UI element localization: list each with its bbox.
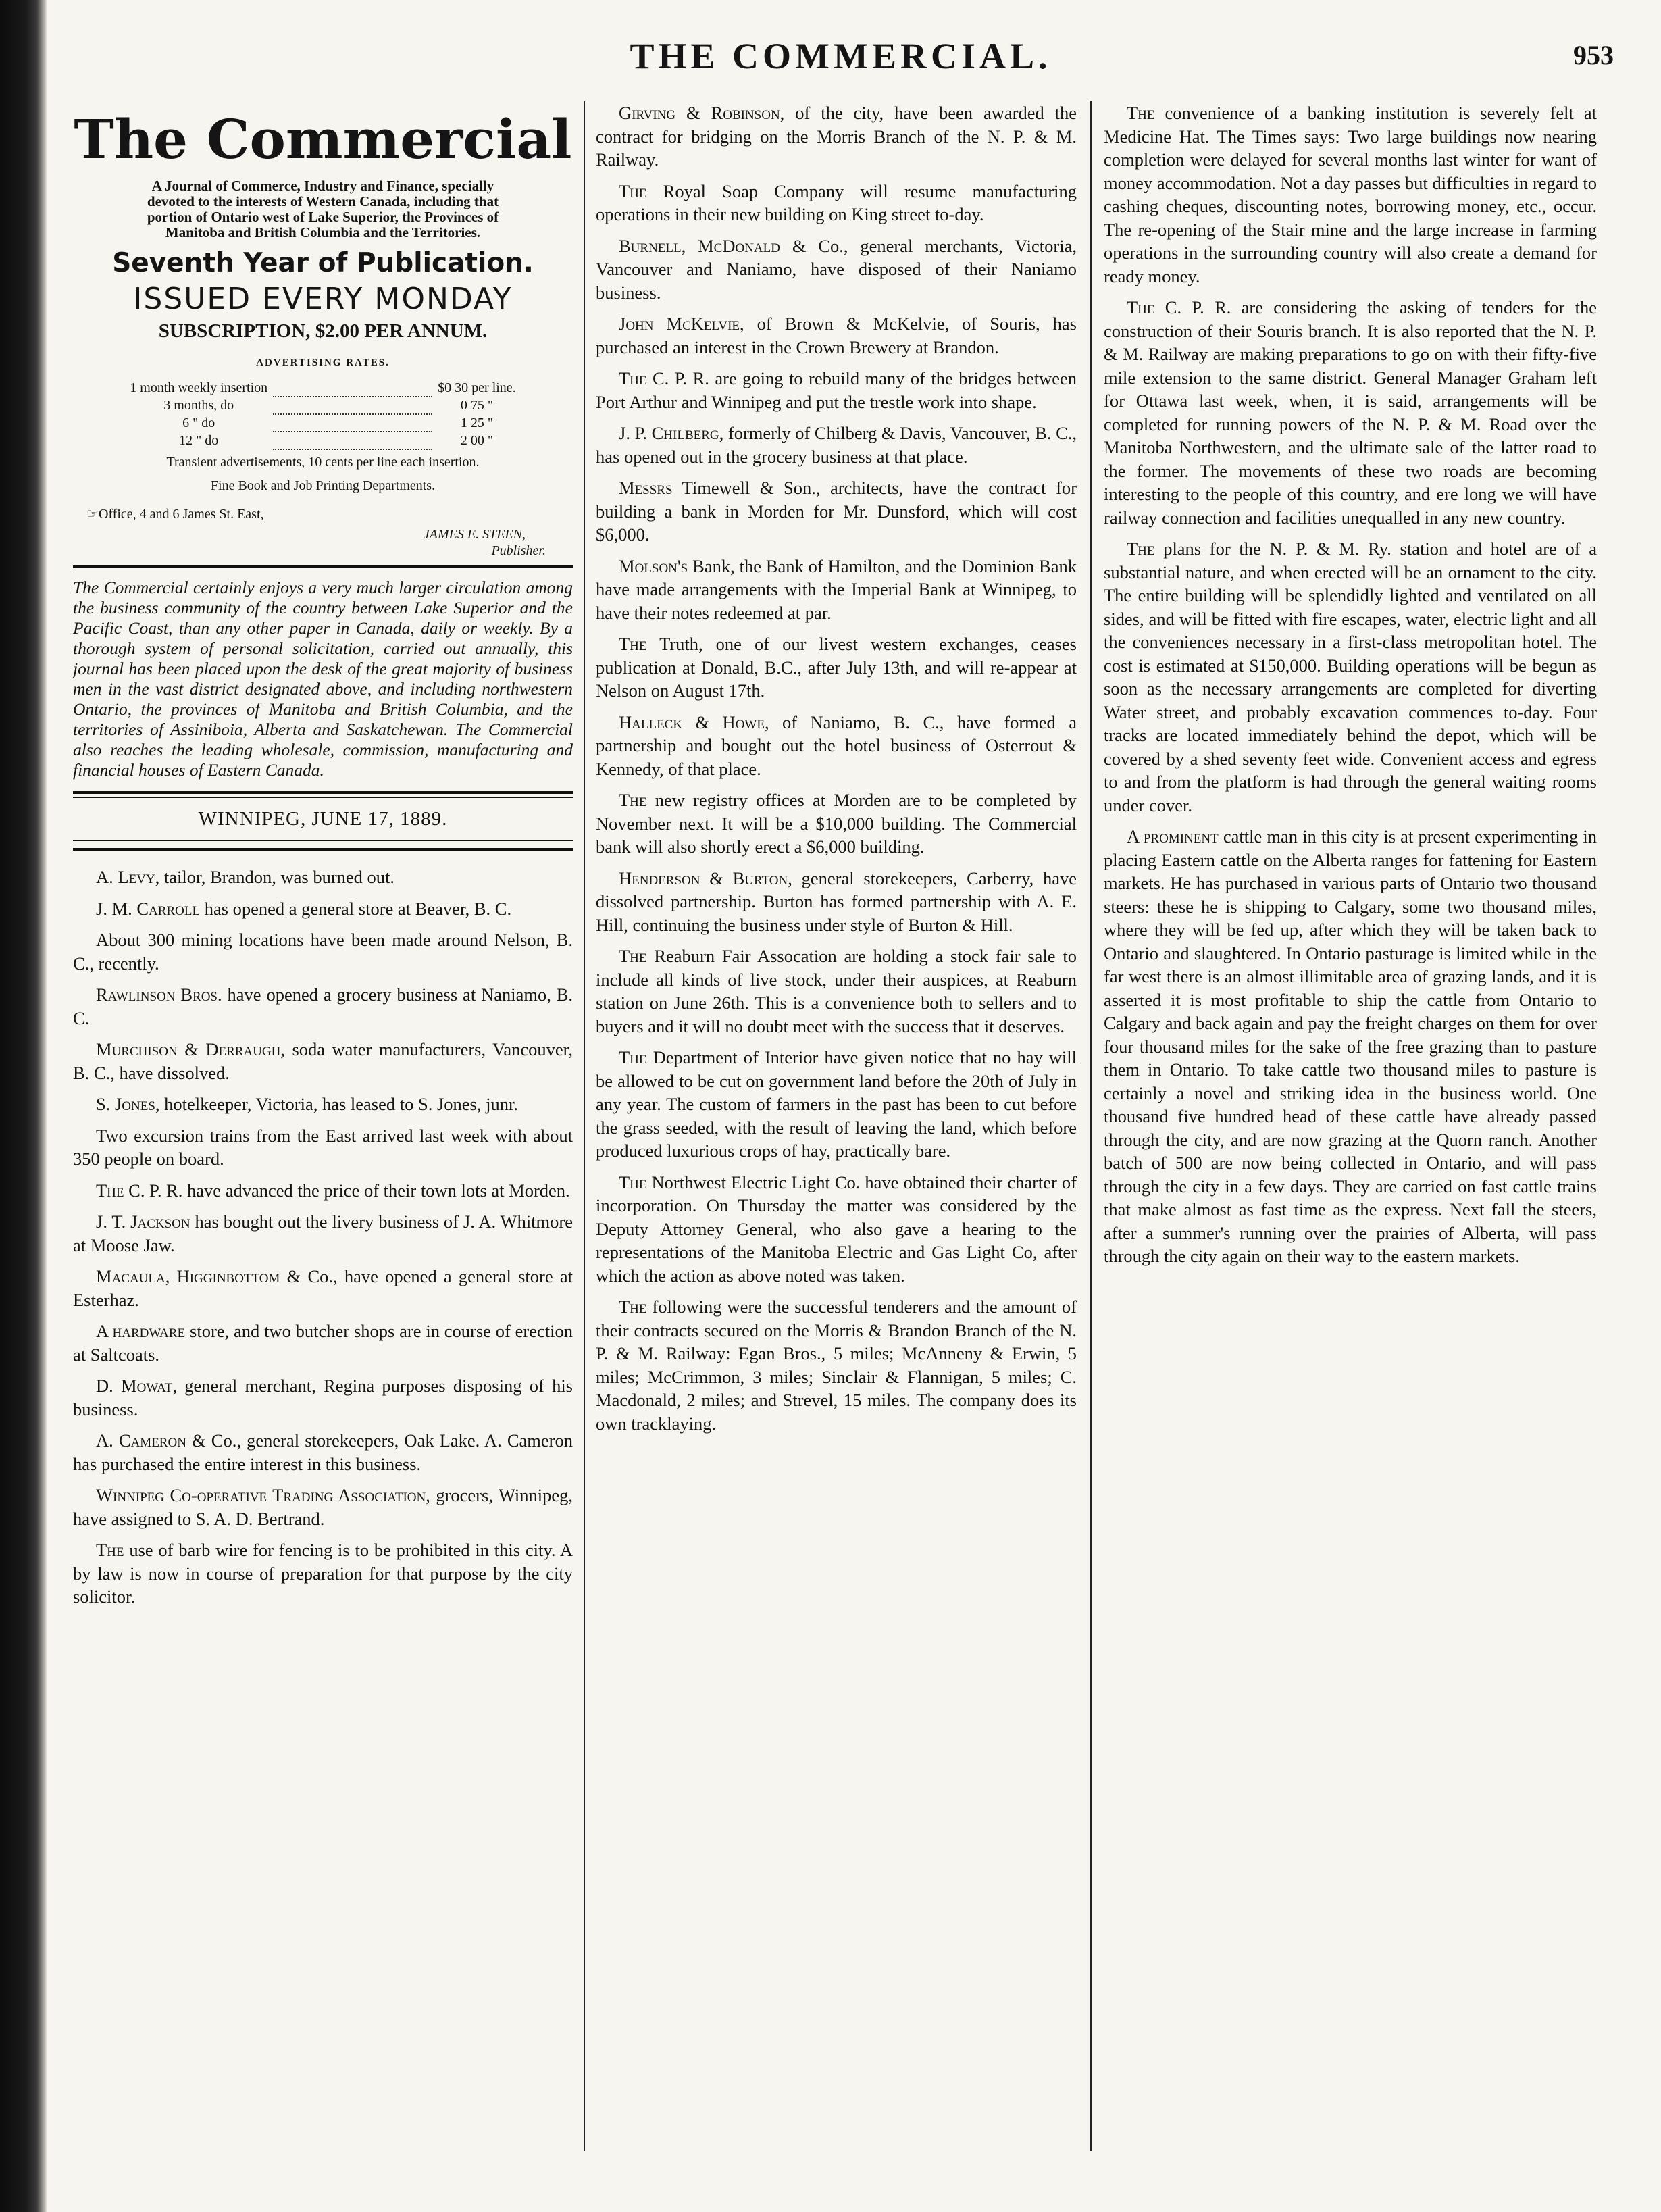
dateline: WINNIPEG, JUNE 17, 1889.	[198, 807, 448, 830]
news-item-text: About 300 mining locations have been made around Nelson, B. C., recently.	[73, 930, 573, 974]
news-item	[596, 101, 1077, 172]
column-divider	[1090, 101, 1092, 2151]
news-item-lead: Rawlinson Bros.	[96, 984, 222, 1005]
news-item	[596, 422, 1077, 468]
news-item-text: cattle man in this city is at present experimenting in placing Eastern cattle on the Alberta ranges for fattening for Eastern markets. He has purchased in various parts of Ontario two thousand steers: these he is shipping to Calgary, some two thousand miles, where they will be fed up, after which they will be taken back to Ontario and slaughtered. In Ontario pasturage is limited while in the far west there is an almost illimitable area of grazing lands, and it is asserted it is most profitable to ship the cattle from Ontario to Calgary and back again and pay the freight charges on them for over four thousand miles for the sake of the free grazing than to pasture them in Ontario. To take cattle two thousand miles to pasture is certainly a novel and striking idea in the business world. One thousand five hundred head of these cattle have already passed through the city, and are now grazing at the Quorn ranch. Another batch of 500 are now being collected in Ontario, and will pass through the city in a few days. They are carried on fast cattle trains that make almost as fast time as the express. Next fall the steers, after a summer's running over the prairies of Alberta, will pass through the city again on their way to the eastern markets.	[1104, 826, 1597, 1266]
news-item-lead: The	[1127, 297, 1155, 318]
news-item-text: Northwest Electric Light Co. have obtained their charter of incorporation. On Thursday the matter was considered by the Deputy Attorney General, who also gave a hearing to the representations of the Manitoba Electric and Gas Light Co, after which the action as above noted was taken.	[596, 1172, 1077, 1286]
rule	[73, 797, 573, 798]
news-item-text: grocers, Winnipeg, have assigned to S. A. D. Bertrand.	[73, 1485, 573, 1529]
news-item-text: of Naniamo, B. C., have formed a partnership and bought out the hotel business of Osterrout & Kennedy, of that place.	[596, 711, 1077, 779]
news-item	[596, 555, 1077, 625]
rate-price: 0 75 "	[460, 397, 493, 413]
column-divider	[584, 101, 585, 2151]
news-item-text: Timewell & Son., architects, have the contract for building a bank in Morden for Mr. Dunsford, which will cost $6,000.	[596, 478, 1077, 545]
rate-row	[124, 397, 521, 414]
news-item-text: plans for the N. P. & M. Ry. station and hotel are of a substantial nature, and when erected will be an ornament to the city. The entire building will be splendidly lighted and ventilated on all sides, and will be fitted with fire escapes, water, electric light and all the conveniences necessary in a first-class metropolitan hotel. The cost is estimated at $150,000. Building operations will be begun as soon as the necessary arrangements are completed for diverting Water street, and probably excavation commences to-day. Four tracks are located immediately behind the depot, which will be covered by a shed seventy feet wide. Convenient access and egress to and from the platform is had through the general waiting rooms under cover.	[1104, 538, 1597, 815]
news-item	[73, 1092, 573, 1116]
column-2	[596, 101, 1077, 2185]
news-item	[73, 1429, 573, 1476]
news-item	[73, 928, 573, 975]
publication-year: Seventh Year of Publication.	[112, 248, 534, 278]
news-item-lead: Murchison & Derraugh,	[96, 1039, 285, 1059]
rate-row	[124, 379, 521, 397]
news-item-text: use of barb wire for fencing is to be prohibited in this city. A by law is now in course of preparation for that purpose by the city solicitor.	[73, 1540, 573, 1607]
news-item	[1104, 296, 1597, 529]
news-item	[73, 1538, 573, 1609]
news-item-lead: Henderson & Burton,	[619, 868, 792, 888]
news-item-lead: The	[619, 946, 647, 966]
rate-row	[124, 414, 521, 432]
news-item	[73, 1124, 573, 1171]
news-item	[596, 367, 1077, 413]
news-item-text: C. P. R. are considering the asking of tenders for the construction of their Souris branch. It is also reported that the N. P. & M. Railway are making preparations to go on with their fifty-five mile extension to the same district. General Manager Graham left for Ottawa last week, when, it is said, arrangements will be completed for running powers of the N. P. & M. Road over the Manitoba Northwestern, and the ultimate sale of the latter road to the former. The movements of these two roads are becoming interesting to the people of this country, and ere long we will have railway connection and facilities unequalled in any new country.	[1104, 297, 1597, 528]
rate-price: 1 25 "	[460, 415, 493, 430]
masthead-title: The Commercial	[74, 107, 572, 171]
news-item	[596, 867, 1077, 937]
news-item-lead: A. Cameron	[96, 1430, 186, 1451]
news-item	[73, 1374, 573, 1421]
news-item-text: has opened a general store at Beaver, B. C.	[204, 898, 512, 919]
news-item-lead: The	[1127, 103, 1155, 123]
news-item-text: following were the successful tenderers and the amount of their contracts secured on the Morris & Brandon Branch of the N. P. & M. Railway: Egan Bros., 5 miles; McAnneny & Erwin, 5 miles; McCrimmon, 3 miles; Sinclair & Flannigan, 5 miles; C. Macdonald, 2 miles; and Strevel, 15 miles. The company does its own tracklaying.	[596, 1297, 1077, 1434]
news-item-lead: John McKelvie,	[619, 313, 744, 334]
page-header	[68, 35, 1614, 82]
news-item-lead: S. Jones,	[96, 1094, 160, 1114]
column-1-items	[73, 865, 573, 1609]
news-item-lead: The	[96, 1540, 124, 1560]
news-item-lead: J. P. Chilberg,	[619, 423, 724, 443]
news-item-text: soda water manufacturers, Vancouver, B. C., have dissolved.	[73, 1039, 573, 1083]
news-item	[73, 1210, 573, 1257]
rates-table	[124, 379, 521, 450]
rate-price: 2 00 "	[460, 432, 493, 448]
rates-title: ADVERTISING RATES.	[256, 357, 390, 368]
news-item-lead: D. Mowat,	[96, 1376, 177, 1396]
news-item-text: Two excursion trains from the East arrived last week with about 350 people on board.	[73, 1125, 573, 1169]
news-item-lead: Macaula, Higginbottom	[96, 1266, 280, 1286]
rate-term: 6 " do	[182, 415, 215, 430]
news-item	[596, 312, 1077, 359]
publisher	[73, 526, 546, 559]
news-item-lead: The C. P. R.	[96, 1180, 183, 1201]
issued-line: ISSUED EVERY MONDAY	[133, 282, 513, 316]
news-item-lead: J. M. Carroll	[96, 898, 201, 919]
news-item	[596, 476, 1077, 547]
news-item-lead: The	[619, 1172, 647, 1192]
news-item-text: & Co., general storekeepers, Oak Lake. A. Cameron has purchased the entire interest in this business.	[73, 1430, 573, 1474]
rate-term: 1 month weekly insertion	[130, 380, 268, 395]
news-item-lead: The	[619, 180, 647, 201]
rate-row	[124, 432, 521, 449]
news-item-lead: The	[619, 790, 647, 810]
news-item	[596, 1171, 1077, 1288]
news-item-text: C. P. R. are going to rebuild many of the bridges between Port Arthur and Winnipeg and put the trestle work into shape.	[596, 368, 1077, 412]
news-item-text: has bought out the livery business of J. A. Whitmore at Moose Jaw.	[73, 1211, 573, 1255]
news-item-lead: The	[619, 1297, 647, 1317]
subscription-line: SUBSCRIPTION, $2.00 PER ANNUM.	[158, 320, 488, 342]
news-item-lead: Molson's	[619, 555, 688, 576]
news-item-text: Royal Soap Company will resume manufacturing operations in their new building on King street to-day.	[596, 180, 1077, 224]
news-item-lead: The	[619, 368, 647, 388]
news-item-text: Department of Interior have given notice that no hay will be allowed to be cut on government land before the 20th of July in any year. The custom of farmers in the past has been to cut before the grass seeded, with the result of leaving the land, which before produced luxurious crops of hay, practically bare.	[596, 1047, 1077, 1161]
news-item-text: new registry offices at Morden are to be completed by November next. It will be a $10,000 building. The Commercial bank will also shortly erect a $6,000 building.	[596, 790, 1077, 857]
column-3-items	[1104, 101, 1597, 1268]
column-1	[73, 101, 573, 2185]
news-item-text: convenience of a banking institution is severely felt at Medicine Hat. The Times says: Two large buildings now nearing completion were delayed for several months last winter for want of money accommodation. Not a day passes but difficulties in regard to cashing cheques, discounting notes, borrowing money, etc., occur. The re-opening of the Stair mine and the large increase in farming operations in the surrounding country will also create a demand for ready money.	[1104, 103, 1597, 286]
rate-price: $0 30 per line.	[438, 380, 516, 395]
news-item-lead: J. T. Jackson	[96, 1211, 190, 1232]
news-item-text: of the city, have been awarded the contract for bridging on the Morris Branch of the N. P. & M. Railway.	[596, 103, 1077, 170]
news-item-lead: The	[619, 634, 647, 654]
news-item-lead: A. Levy,	[96, 867, 160, 887]
rate-term: 12 " do	[179, 432, 219, 448]
rule	[73, 565, 573, 568]
news-item	[1104, 537, 1597, 817]
news-item-text: hotelkeeper, Victoria, has leased to S. Jones, junr.	[164, 1094, 518, 1114]
news-item	[73, 1319, 573, 1366]
circulation-notice: The Commercial certainly enjoys a very much larger circulation among the business community of the country between Lake Superior and the Pacific Coast, than any other paper in Canada, daily or weekly. By a thorough system of personal solicitation, carried out annually, this journal has been placed upon the desk of the great majority of business men in the vast district designated above, and including northwestern Ontario, the provinces of Manitoba and British Columbia, and the territories of Assiniboia, Alberta and Saskatchewan. The Commercial also reaches the leading wholesale, commission, manufacturing and financial houses of Eastern Canada.	[73, 577, 573, 780]
news-item	[596, 945, 1077, 1038]
news-item-lead: Halleck & Howe,	[619, 711, 769, 732]
news-item-lead: Messrs	[619, 478, 673, 498]
news-item	[596, 632, 1077, 703]
column-3	[1104, 101, 1597, 2185]
news-item	[73, 897, 573, 921]
news-item-lead: A prominent	[1127, 826, 1219, 847]
masthead-description: A Journal of Commerce, Industry and Finance, specially devoted to the interests of Western Canada, including that portion of Ontario west of Lake Superior, the Provinces of Manitoba and British Columbia and the Territories.	[147, 178, 499, 241]
news-item-text: Truth, one of our livest western exchanges, ceases publication at Donald, B.C., after July 13th, and will re-appear at Nelson on August 17th.	[596, 634, 1077, 701]
news-item-text: formerly of Chilberg & Davis, Vancouver, B. C., has opened out in the grocery business at that place.	[596, 423, 1077, 467]
news-item-lead: Girving & Robinson,	[619, 103, 785, 123]
page-binding-edge	[0, 0, 47, 2212]
news-item-text: have opened a grocery business at Naniamo, B. C.	[73, 984, 573, 1028]
news-item	[596, 180, 1077, 226]
news-item	[596, 711, 1077, 781]
news-item	[73, 1484, 573, 1530]
news-item-lead: The	[619, 1047, 647, 1067]
news-item	[596, 788, 1077, 859]
news-item	[73, 1265, 573, 1311]
news-item-lead: Burnell, McDonald	[619, 235, 780, 256]
news-item	[73, 865, 573, 889]
news-item	[1104, 101, 1597, 288]
column-2-items	[596, 101, 1077, 1435]
news-item	[596, 234, 1077, 305]
news-item-text: general merchant, Regina purposes disposing of his business.	[73, 1376, 573, 1419]
pointing-hand-icon: ☞	[86, 507, 99, 522]
rule	[73, 840, 573, 841]
news-item-text: general storekeepers, Carberry, have dissolved partnership. Burton has formed partnership with A. E. Hill, continuing the business under style of Burton & Hill.	[596, 868, 1077, 935]
news-item-lead: Winnipeg Co-operative Trading Association,	[96, 1485, 430, 1505]
publisher-name: JAMES E. STEEN,	[423, 526, 526, 542]
news-item	[596, 1046, 1077, 1163]
rule	[73, 791, 573, 794]
transient-ads-note: Transient advertisements, 10 cents per line each insertion.	[166, 454, 480, 470]
page-number: 953	[1573, 40, 1614, 70]
news-item	[1104, 825, 1597, 1268]
news-item	[73, 983, 573, 1030]
news-item-text: Bank, the Bank of Hamilton, and the Dominion Bank have made arrangements with the Imperial Bank at Winnipeg, to have their notes redeemed at par.	[596, 555, 1077, 623]
news-item-text: store, and two butcher shops are in course of erection at Saltcoats.	[73, 1321, 573, 1365]
news-item-text: tailor, Brandon, was burned out.	[163, 867, 395, 887]
masthead	[73, 107, 573, 559]
news-item-lead: The	[1127, 538, 1155, 559]
running-title: THE COMMERCIAL.	[630, 36, 1052, 76]
news-item	[73, 1038, 573, 1084]
news-item	[596, 1295, 1077, 1435]
news-item-text: of Brown & McKelvie, of Souris, has purchased an interest in the Crown Brewery at Brandon.	[596, 313, 1077, 357]
news-item	[73, 1179, 573, 1203]
printing-note: Fine Book and Job Printing Departments.	[210, 478, 436, 493]
rate-term: 3 months, do	[163, 397, 234, 413]
office-address: ☞Office, 4 and 6 James St. East,	[86, 507, 264, 522]
news-item-text: & Co., have opened a general store at Esterhaz.	[73, 1266, 573, 1310]
news-item-text: Reaburn Fair Assocation are holding a stock fair sale to include all kinds of live stock, under their auspices, at Reaburn station on June 26th. This is a convenience both to sellers and to buyers and it will no doubt meet with the success that it deserves.	[596, 946, 1077, 1036]
news-item-lead: A hardware	[96, 1321, 186, 1341]
news-item-text: have advanced the price of their town lots at Morden.	[187, 1180, 570, 1201]
publisher-role: Publisher.	[491, 543, 546, 558]
news-item-text: & Co., general merchants, Victoria, Vancouver and Naniamo, have disposed of their Naniamo business.	[596, 235, 1077, 303]
